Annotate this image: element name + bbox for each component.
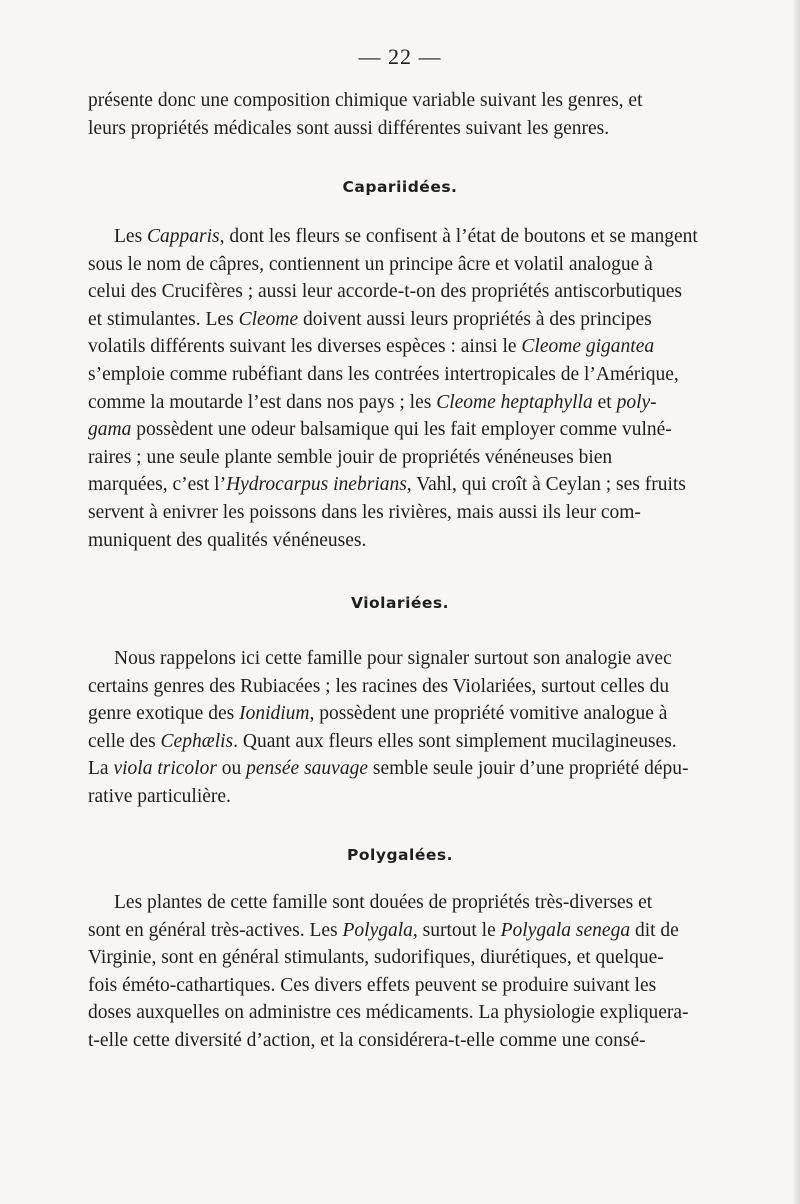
text-line: Nous rappelons ici cette famille pour signaler surtout son analogie avec xyxy=(114,648,672,669)
text-line: sont en général très-actives. Les Polygala, surtout le Polygala senega dit de xyxy=(88,919,679,941)
section-heading-violariees: Violariées. xyxy=(350,594,450,612)
text-line: présente donc une composition chimique variable suivant les genres, et xyxy=(88,90,643,111)
text-line: genre exotique des Ionidium, possèdent une propriété vomitive analogue à xyxy=(88,703,668,725)
text-line: raires ; une seule plante semble jouir de propriétés vénéneuses bien xyxy=(88,446,613,468)
text-line: celle des Cephælis. Quant aux fleurs elles sont simplement mucilagineuses. xyxy=(88,730,677,752)
intro-paragraph xyxy=(88,87,710,142)
text-line: s’emploie comme rubéfiant dans les contrées intertropicales de l’Amérique, xyxy=(88,363,679,385)
section-heading-capparidees: Capariidées. xyxy=(342,178,458,196)
section-heading-polygalees: Polygalées. xyxy=(347,846,453,864)
text-line: Les Capparis, dont les fleurs se confisent à l’état de boutons et se mangent xyxy=(114,226,698,247)
text-line: celui des Crucifères ; aussi leur accorde-t-on des propriétés antiscorbutiques xyxy=(88,281,682,303)
text-line: muniquent des qualités vénéneuses. xyxy=(88,529,367,551)
text-line: leurs propriétés médicales sont aussi différentes suivant les genres. xyxy=(88,117,610,139)
text-line: rative particulière. xyxy=(88,785,231,807)
text-line: fois éméto-cathartiques. Ces divers effets peuvent se produire suivant les xyxy=(88,974,657,996)
text-line: et stimulantes. Les Cleome doivent aussi leurs propriétés à des principes xyxy=(88,308,652,330)
text-line: Virginie, sont en général stimulants, sudorifiques, diurétiques, et quelque- xyxy=(88,947,664,969)
text-line: comme la moutarde l’est dans nos pays ; les Cleome heptaphylla et poly- xyxy=(88,391,657,413)
polygalees-paragraph xyxy=(88,889,710,1055)
capparidees-paragraph xyxy=(88,223,710,554)
text-line: gama possèdent une odeur balsamique qui les fait employer comme vulné- xyxy=(88,419,672,441)
page-number: — 22 — xyxy=(358,44,442,69)
text-line: marquées, c’est l’Hydrocarpus inebrians, Vahl, qui croît à Ceylan ; ses fruits xyxy=(88,474,686,496)
text-line: sous le nom de câpres, contiennent un principe âcre et volatil analogue à xyxy=(88,253,653,275)
text-line: volatils différents suivant les diverses espèces : ainsi le Cleome gigantea xyxy=(88,336,655,358)
text-line: certains genres des Rubiacées ; les racines des Violariées, surtout celles du xyxy=(88,675,670,697)
text-line: La viola tricolor ou pensée sauvage semble seule jouir d’une propriété dépu- xyxy=(88,758,689,780)
text-line: t-elle cette diversité d’action, et la considérera-t-elle comme une consé- xyxy=(88,1029,646,1051)
text-line: Les plantes de cette famille sont douées de propriétés très-diverses et xyxy=(114,892,653,913)
text-line: servent à enivrer les poissons dans les rivières, mais aussi ils leur com- xyxy=(88,501,641,523)
violariees-paragraph xyxy=(88,645,710,811)
text-line: doses auxquelles on administre ces médicaments. La physiologie expliquera- xyxy=(88,1002,689,1024)
